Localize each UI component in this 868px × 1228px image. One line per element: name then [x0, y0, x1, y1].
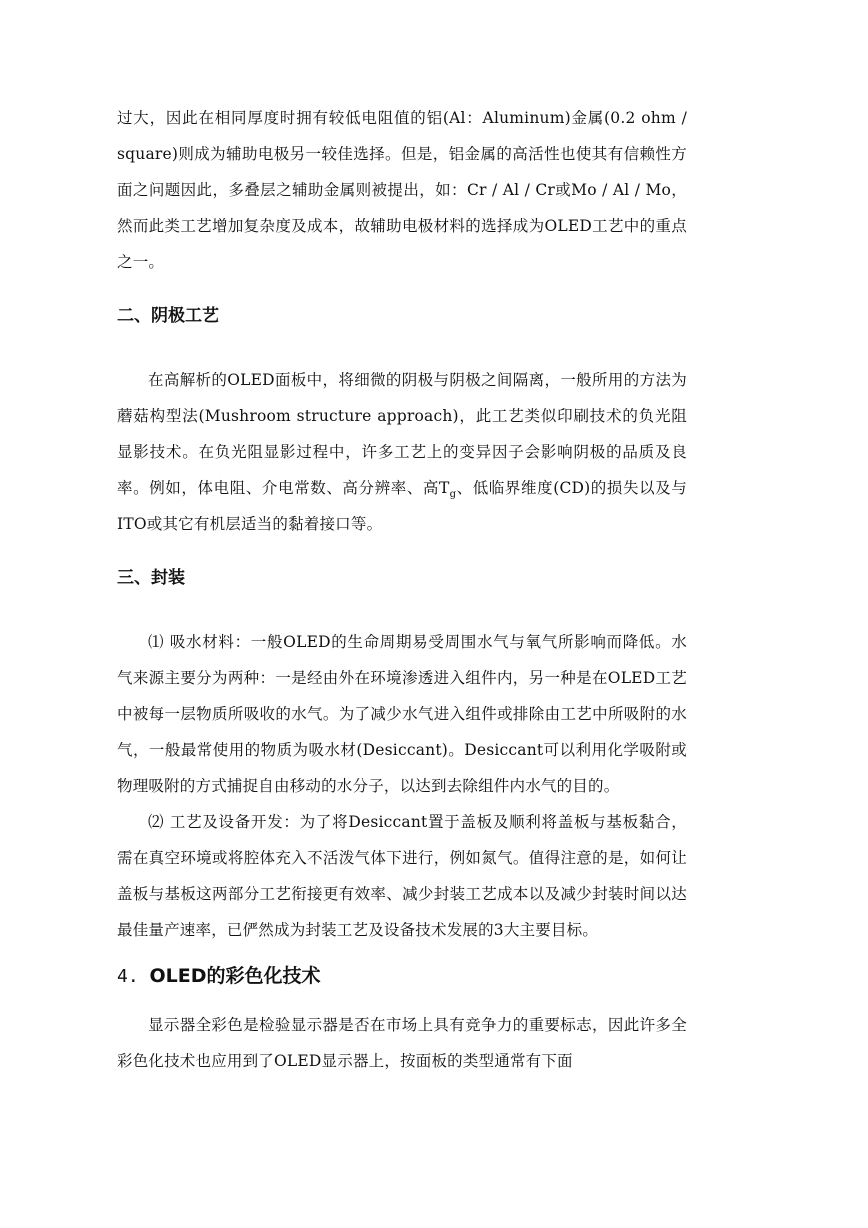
heading-oled-color [117, 964, 687, 989]
heading-oled-color-text: OLED的彩色化技术 [149, 965, 321, 987]
paragraph-auxiliary-electrode: 过大，因此在相同厚度时拥有较低电阻值的铝(Al：Aluminum)金属(0.2 ohm / square)则成为辅助电极另一较佳选择。但是，铝金属的高活性也使其有信赖性方面之问题因此，多叠层之辅助金属则被提出，如：Cr / Al / Cr或Mo / Al / Mo，然而此类工艺增加复杂度及成本，故辅助电极材料的选择成为OLED工艺中的重点之一。 [117, 109, 687, 271]
paragraph-full-color: 显示器全彩色是检验显示器是否在市场上具有竞争力的重要标志，因此许多全彩色化技术也应用到了OLED显示器上，按面板的类型通常有下面 [117, 1016, 687, 1070]
page-content [117, 100, 687, 1079]
heading-cathode-process: 二、阴极工艺 [117, 306, 219, 326]
tg-subscript: g [449, 489, 457, 501]
paragraph-cathode-text: 在高解析的OLED面板中，将细微的阴极与阴极之间隔离，一般所用的方法为蘑菇构型法(Mushroom structure approach)，此工艺类似印刷技术的负光阻显影技术。在负光阻显影过程中，许多工艺上的变异因子会影响阴极的品质及良率。例如，体电阻、介电常数、高分辨率、高T [117, 371, 687, 497]
paragraph-cathode-process [117, 362, 687, 542]
paragraph-cathode-text-end: 、低临界维度(CD)的损失以及与ITO或其它有机层适当的黏着接口等。 [117, 479, 687, 533]
heading-packaging: 三、封装 [117, 568, 185, 588]
heading-number: 4. [117, 966, 150, 987]
paragraph-desiccant: ⑴ 吸水材料：一般OLED的生命周期易受周围水气与氧气所影响而降低。水气来源主要分为两种：一是经由外在环境渗透进入组件内，另一种是在OLED工艺中被每一层物质所吸收的水气。为了减少水气进入组件或排除由工艺中所吸附的水气，一般最常使用的物质为吸水材(Desiccant)。Desiccant可以利用化学吸附或物理吸附的方式捕捉自由移动的水分子，以达到去除组件内水气的目的。 [117, 633, 687, 795]
paragraph-equipment: ⑵ 工艺及设备开发：为了将Desiccant置于盖板及顺利将盖板与基板黏合，需在真空环境或将腔体充入不活泼气体下进行，例如氮气。值得注意的是，如何让盖板与基板这两部分工艺衔接更有效率、减少封装工艺成本以及减少封装时间以达最佳量产速率，已俨然成为封装工艺及设备技术发展的3大主要目标。 [117, 813, 687, 939]
